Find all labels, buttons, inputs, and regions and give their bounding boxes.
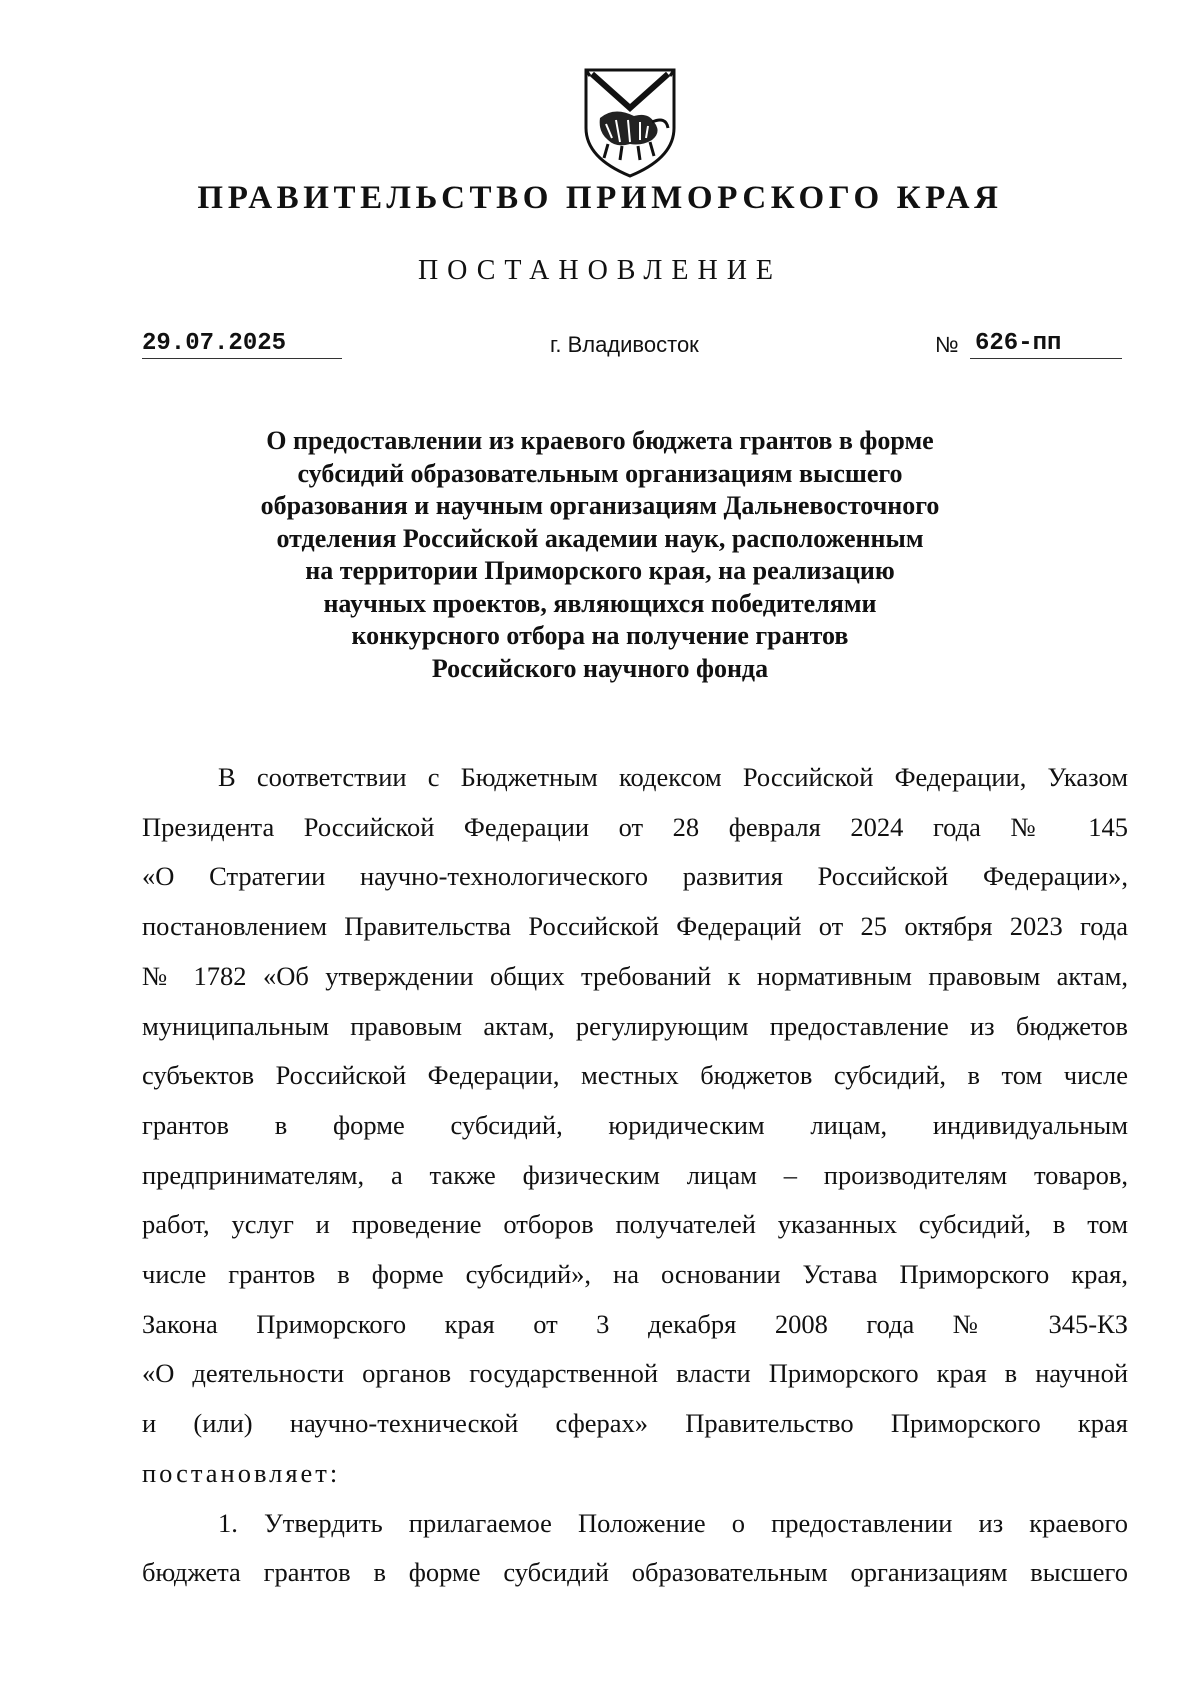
title-line: отделения Российской академии наук, расположенным (276, 523, 924, 553)
document-title (0, 425, 1200, 685)
title-line: образования и научным организациям Дальневосточного (260, 491, 940, 520)
body-line: В соответствии с Бюджетным кодексом Российской Федерации, Указом (218, 762, 1128, 792)
document-type: ПОСТАНОВЛЕНИЕ (417, 255, 783, 286)
body-line: 1. Утвердить прилагаемое Положение о предоставлении из краевого (218, 1507, 1128, 1538)
coat-of-arms-icon (582, 62, 678, 180)
title-line: конкурсного отбора на получение грантов (351, 621, 849, 650)
document-body (142, 753, 1128, 1598)
body-line: числе грантов в форме субсидий», на основании Устава Приморского края, (142, 1259, 1128, 1290)
body-line: грантов в форме субсидий, юридическим лицам, индивидуальным (142, 1109, 1128, 1140)
body-line: «О деятельности органов государственной власти Приморского края в научной (142, 1358, 1128, 1389)
organization-name: ПРАВИТЕЛЬСТВО ПРИМОРСКОГО КРАЯ (197, 180, 1003, 216)
document-date: 29.07.2025 (142, 330, 287, 357)
title-line: научных проектов, являющихся победителями (323, 588, 877, 618)
body-line: Президента Российской Федерации от 28 февраля 2024 года № 145 (142, 811, 1128, 842)
number-sign: № (935, 332, 959, 357)
body-line: Закона Приморского края от 3 декабря 2008 года № 345-КЗ (142, 1308, 1128, 1339)
body-line: муниципальным правовым актам, регулирующим предоставление из бюджетов (142, 1010, 1128, 1041)
title-line: на территории Приморского края, на реализацию (305, 556, 895, 585)
body-line: субъектов Российской Федерации, местных бюджетов субсидий, в том числе (142, 1060, 1128, 1091)
body-line: № 1782 «Об утверждении общих требований к нормативным правовым актам, (142, 960, 1128, 991)
body-line-resolves: постановляет: (142, 1457, 341, 1488)
document-number: 626-пп (975, 330, 1062, 357)
body-line: предпринимателям, а также физическим лицам – производителям товаров, (142, 1159, 1128, 1190)
body-line: постановлением Правительства Российской Федераций от 25 октября 2023 года (142, 911, 1128, 942)
number-underline (970, 358, 1122, 359)
date-underline (142, 358, 342, 359)
title-line: О предоставлении из краевого бюджета грантов в форме (266, 426, 934, 455)
body-line: бюджета грантов в форме субсидий образовательным организациям высшего (142, 1557, 1128, 1588)
body-line: работ, услуг и проведение отборов получателей указанных субсидий, в том (142, 1209, 1128, 1240)
title-line: Российского научного фонда (431, 653, 769, 683)
title-line: субсидий образовательным организациям высшего (297, 458, 903, 488)
body-line: «О Стратегии научно-технологического развития Российской Федерации», (142, 861, 1128, 892)
body-line: и (или) научно-технической сферах» Правительство Приморского края (142, 1408, 1128, 1439)
document-city: г. Владивосток (550, 332, 699, 357)
